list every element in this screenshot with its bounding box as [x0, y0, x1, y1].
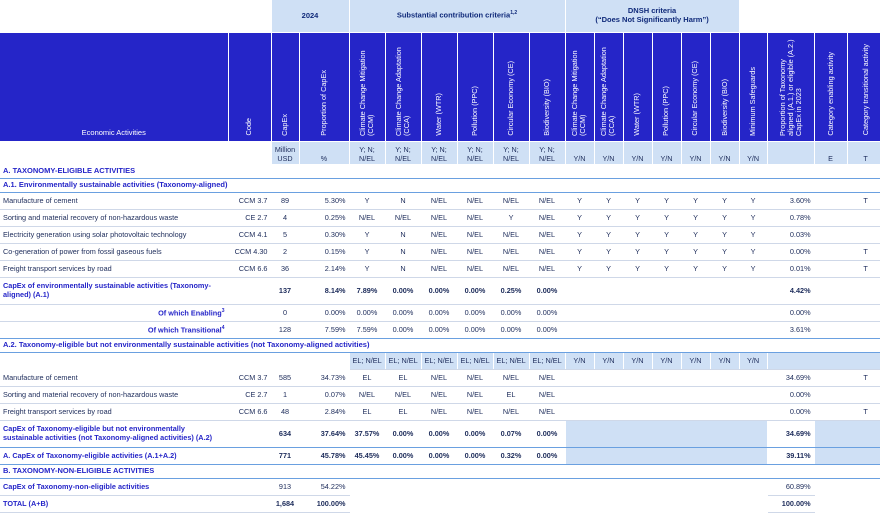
col-activities: Economic Activities [0, 33, 228, 142]
unit-blank-code [228, 142, 271, 165]
unit-safeguards: Y/N [739, 142, 767, 165]
unit-sc: Y; N; N/EL [421, 142, 457, 165]
table-row: Electricity generation using solar photovoltaic technology CCM 4.1 5 0.30% Y N N/EL N/EL N/EL N/EL Y Y Y Y Y Y Y 0.03% [0, 227, 880, 244]
header-blank-right [739, 0, 880, 33]
col-proportion-2023: Proportion of Taxonomy aligned (A.1.) or eligible (A.2.) CapEx in 2023 [767, 33, 814, 142]
unit-enabling: E [814, 142, 847, 165]
header-group-row [0, 0, 880, 33]
a2-total-row: CapEx of Taxonomy-eligible but not environmentally sustainable activities (not Taxonomy-aligned activities) (A.2) 634 37.64% 37.57% 0.00% 0.00% 0.00% 0.07% 0.00% 34.69% [0, 421, 880, 448]
unit-dnsh: Y/N [565, 142, 594, 165]
unit-dnsh: Y/N [710, 142, 739, 165]
unit-sc: Y; N; N/EL [529, 142, 565, 165]
unit-proportion-2023 [767, 142, 814, 165]
header-main-row [0, 33, 880, 142]
header-substantial: Substantial contribution criteria$^{1,2}$ [349, 0, 565, 33]
col-dnsh-bio: Biodiversity (BIO) [710, 33, 739, 142]
unit-sc: Y; N; N/EL [385, 142, 421, 165]
unit-sc: Y; N; N/EL [349, 142, 385, 165]
col-safeguards: Minimum Safeguards [739, 33, 767, 142]
table-row: Sorting and material recovery of non-hazardous waste CE 2.7 4 0.25% N/EL N/EL N/EL N/EL Y N/EL Y Y Y Y Y Y Y 0.78% [0, 210, 880, 227]
table-row: Manufacture of cement CCM 3.7 585 34.73% EL EL N/EL N/EL N/EL N/EL 34.69% T [0, 370, 880, 387]
table-row: Sorting and material recovery of non-hazardous waste CE 2.7 1 0.07% N/EL N/EL N/EL N/EL EL N/EL 0.00% [0, 387, 880, 404]
b-row: CapEx of Taxonomy-non-eligible activities 913 54.22% 60.89% [0, 479, 880, 496]
header-blank [0, 0, 271, 33]
col-sc-ccm: Climate Change Mitigation (CCM) [349, 33, 385, 142]
col-code: Code [228, 33, 271, 142]
unit-dnsh: Y/N [623, 142, 652, 165]
col-dnsh-ce: Circular Economy (CE) [681, 33, 710, 142]
section-b: B. TAXONOMY-NON-ELIGIBLE ACTIVITIES [0, 465, 880, 479]
a1-transitional-row: Of which Transitional$^4$ 128 7.59% 7.59% 0.00% 0.00% 0.00% 0.00% 0.00% 3.61% [0, 322, 880, 339]
col-sc-ppc: Pollution (PPC) [457, 33, 493, 142]
unit-sc: Y; N; N/EL [457, 142, 493, 165]
section-a2: A.2. Taxonomy-eligible but not environmentally sustainable activities (not Taxonomy-aligned activities) [0, 339, 880, 353]
unit-dnsh: Y/N [594, 142, 623, 165]
col-enabling: Category enabling activity [814, 33, 847, 142]
table-row: Freight transport services by road CCM 6.6 36 2.14% Y N N/EL N/EL N/EL N/EL Y Y Y Y Y Y Y 0.01% T [0, 261, 880, 278]
a1-enabling-row: Of which Enabling$^3$ 0 0.00% 0.00% 0.00% 0.00% 0.00% 0.00% 0.00% 0.00% [0, 305, 880, 322]
header-units-row [0, 142, 880, 165]
table-row: Manufacture of cement CCM 3.7 89 5.30% Y N N/EL N/EL N/EL N/EL Y Y Y Y Y Y Y 3.60% T [0, 193, 880, 210]
unit-blank [0, 142, 228, 165]
section-a: A. TAXONOMY-ELIGIBLE ACTIVITIES [0, 165, 880, 179]
col-sc-bio: Biodiversity (BIO) [529, 33, 565, 142]
col-dnsh-cca: Climate Change Adaptation (CCA) [594, 33, 623, 142]
a1-total-row: CapEx of environmentally sustainable activities (Taxonomy-aligned) (A.1) 137 8.14% 7.89% 0.00% 0.00% 0.00% 0.25% 0.00% 4.42% [0, 278, 880, 305]
unit-dnsh: Y/N [652, 142, 681, 165]
unit-dnsh: Y/N [681, 142, 710, 165]
a-total-row: A. CapEx of Taxonomy-eligible activities (A.1+A.2) 771 45.78% 45.45% 0.00% 0.00% 0.00% 0.32% 0.00% 39.11% [0, 448, 880, 465]
col-dnsh-ppc: Pollution (PPC) [652, 33, 681, 142]
col-proportion: Proportion of CapEx [299, 33, 349, 142]
table-row: Co-generation of power from fossil gaseous fuels CCM 4.30 2 0.15% Y N N/EL N/EL N/EL N/EL Y Y Y Y Y Y Y 0.00% T [0, 244, 880, 261]
header-dnsh: DNSH criteria (“Does Not Significantly Harm”) [565, 0, 739, 33]
col-transitional: Category transitional activity [847, 33, 880, 142]
a2-header-row: EL; N/EL EL; N/EL EL; N/EL EL; N/EL EL; N/EL EL; N/EL Y/N Y/N Y/N Y/N Y/N Y/N Y/N [0, 353, 880, 370]
col-capex: CapEx [271, 33, 299, 142]
header-year: 2024 [271, 0, 349, 33]
unit-transitional: T [847, 142, 880, 165]
col-dnsh-wtr: Water (WTR) [623, 33, 652, 142]
total-row: TOTAL (A+B) 1,684 100.00% 100.00% [0, 496, 880, 513]
unit-sc: Y; N; N/EL [493, 142, 529, 165]
col-sc-cca: Climate Change Adaptation (CCA) [385, 33, 421, 142]
unit-capex: Million USD [271, 142, 299, 165]
col-sc-wtr: Water (WTR) [421, 33, 457, 142]
table-row: Freight transport services by road CCM 6.6 48 2.84% EL EL N/EL N/EL N/EL N/EL 0.00% T [0, 404, 880, 421]
col-dnsh-ccm: Climate Change Mitigation (CCM) [565, 33, 594, 142]
unit-proportion: % [299, 142, 349, 165]
col-sc-ce: Circular Economy (CE) [493, 33, 529, 142]
section-a1: A.1. Environmentally sustainable activities (Taxonomy-aligned) [0, 179, 880, 193]
